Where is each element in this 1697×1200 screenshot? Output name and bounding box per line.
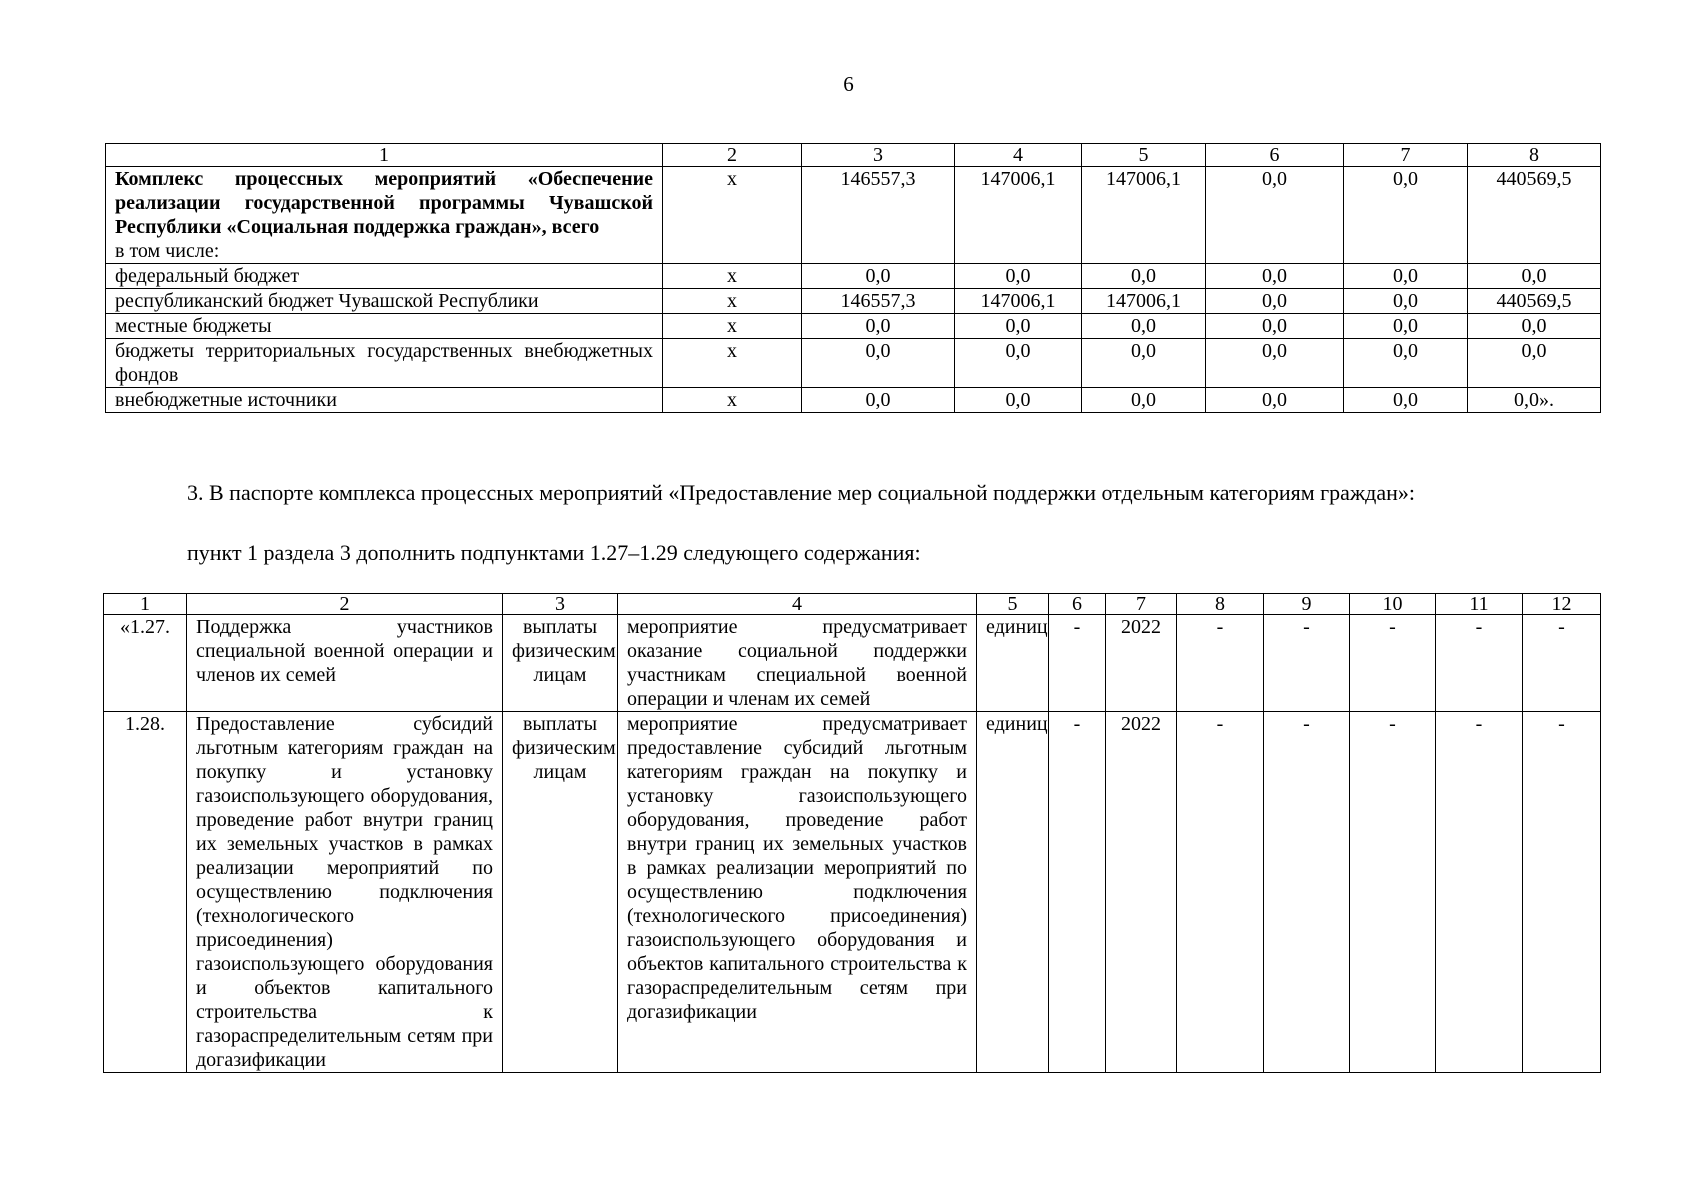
table-cell: - [1350,615,1436,712]
table-cell: - [1523,615,1601,712]
column-header: 8 [1177,594,1264,615]
paragraph-3: 3. В паспорте комплекса процессных мероприятий «Предоставление мер социальной поддержки отдельным категориям граждан»: [187,480,1415,505]
measure-name: Поддержка участников специальной военной операции и членов их семей [187,615,503,712]
table-cell: 0,0 [955,314,1082,339]
table-cell: 147006,1 [955,167,1082,264]
table-cell: 0,0 [802,264,955,289]
table-cell: 0,0 [802,388,955,413]
table-cell: - [1049,712,1106,1073]
column-header: 7 [1106,594,1177,615]
item-number: 1.28. [104,712,187,1073]
table-cell: 0,0 [1344,167,1468,264]
column-header: 8 [1468,144,1601,167]
table-row [104,712,1601,1073]
table-cell: 0,0». [1468,388,1601,413]
column-header: 3 [503,594,618,615]
table-cell: х [663,167,802,264]
column-header: 2 [663,144,802,167]
table-cell: 0,0 [1206,167,1344,264]
row-label: федеральный бюджет [106,264,663,289]
table-row [106,388,1601,413]
table-cell: 0,0 [955,264,1082,289]
table-cell: 0,0 [1468,339,1601,388]
measures-table [103,593,1601,1073]
column-header: 2 [187,594,503,615]
measure-name: Предоставление субсидий льготным категориям граждан на покупку и установку газоиспользующего оборудования, проведение работ внутри границ их земельных участков в рамках реализации мероприятий по осуществлению подключения (технологического присоединения) газоиспользующего оборудования и объектов капитального строительства к газораспределительным сетям при догазификации [187,712,503,1073]
column-header: 12 [1523,594,1601,615]
table-cell: - [1523,712,1601,1073]
unit-cell: единиц [977,615,1049,712]
table-row [106,339,1601,388]
table-cell: - [1264,712,1350,1073]
row-label [106,167,663,264]
table-row [106,167,1601,264]
table-cell: х [663,314,802,339]
table-cell: - [1177,712,1264,1073]
table-cell: 146557,3 [802,167,955,264]
table-cell: 0,0 [1468,264,1601,289]
column-header: 1 [104,594,187,615]
column-header: 11 [1436,594,1523,615]
page-number: 6 [843,72,854,96]
measure-type: выплаты физическим лицам [503,615,618,712]
table-cell: х [663,289,802,314]
table-cell: 147006,1 [1082,167,1206,264]
table-cell: 0,0 [1344,289,1468,314]
row-label: внебюджетные источники [106,388,663,413]
table-cell: 0,0 [1206,388,1344,413]
table-cell: 0,0 [955,339,1082,388]
table-cell: 0,0 [1206,264,1344,289]
row-label: местные бюджеты [106,314,663,339]
table-cell: 0,0 [802,339,955,388]
column-header: 6 [1049,594,1106,615]
table-cell: - [1049,615,1106,712]
table-cell: 0,0 [802,314,955,339]
table-cell: 0,0 [955,388,1082,413]
paragraph-point-1: пункт 1 раздела 3 дополнить подпунктами 1.27–1.29 следующего содержания: [187,540,921,565]
measure-type: выплаты физическим лицам [503,712,618,1073]
table-cell: - [1177,615,1264,712]
table-cell: 0,0 [1082,339,1206,388]
item-number: «1.27. [104,615,187,712]
column-header: 6 [1206,144,1344,167]
column-header: 4 [955,144,1082,167]
table-cell: 440569,5 [1468,167,1601,264]
table-cell: 0,0 [1468,314,1601,339]
table-row [106,314,1601,339]
year-cell: 2022 [1106,712,1177,1073]
column-header: 3 [802,144,955,167]
table-cell: 147006,1 [955,289,1082,314]
table-cell: - [1264,615,1350,712]
column-header: 5 [977,594,1049,615]
table-cell: - [1350,712,1436,1073]
table-row [106,289,1601,314]
table-cell: 0,0 [1344,264,1468,289]
including-note: в том числе: [115,240,220,262]
column-header: 1 [106,144,663,167]
table-row [104,615,1601,712]
table-cell: 440569,5 [1468,289,1601,314]
table-cell: 0,0 [1206,314,1344,339]
table-cell: 0,0 [1082,388,1206,413]
table-cell: х [663,339,802,388]
column-header: 4 [618,594,977,615]
column-header: 5 [1082,144,1206,167]
table-cell: 147006,1 [1082,289,1206,314]
column-header: 9 [1264,594,1350,615]
table-cell: 0,0 [1206,339,1344,388]
unit-cell: единиц [977,712,1049,1073]
table-header-row [104,594,1601,615]
table-cell: 0,0 [1082,264,1206,289]
measure-description: мероприятие предусматривает предоставление субсидий льготным категориям граждан на покупку и установку газоиспользующего оборудования, проведение работ внутри границ их земельных участков в рамках реализации мероприятий по осуществлению подключения (технологического присоединения) газоиспользующего оборудования и объектов капитального строительства к газораспределительным сетям при догазификации [618,712,977,1073]
table-cell: 0,0 [1206,289,1344,314]
row-label: республиканский бюджет Чувашской Республики [106,289,663,314]
table-cell: 146557,3 [802,289,955,314]
table-row [106,264,1601,289]
complex-title: Комплекс процессных мероприятий «Обеспечение реализации государственной программы Чувашской Республики «Социальная поддержка граждан», всего [115,168,653,238]
column-header: 10 [1350,594,1436,615]
table-cell: 0,0 [1082,314,1206,339]
row-label: бюджеты территориальных государственных внебюджетных фондов [106,339,663,388]
column-header: 7 [1344,144,1468,167]
table-cell: 0,0 [1344,339,1468,388]
table-cell: х [663,388,802,413]
table-cell: 0,0 [1344,314,1468,339]
table-cell: - [1436,712,1523,1073]
table-header-row [106,144,1601,167]
measure-description: мероприятие предусматривает оказание социальной поддержки участникам специальной военной операции и членам их семей [618,615,977,712]
year-cell: 2022 [1106,615,1177,712]
table-cell: - [1436,615,1523,712]
table-cell: 0,0 [1344,388,1468,413]
table-cell: х [663,264,802,289]
financing-table [105,143,1601,413]
